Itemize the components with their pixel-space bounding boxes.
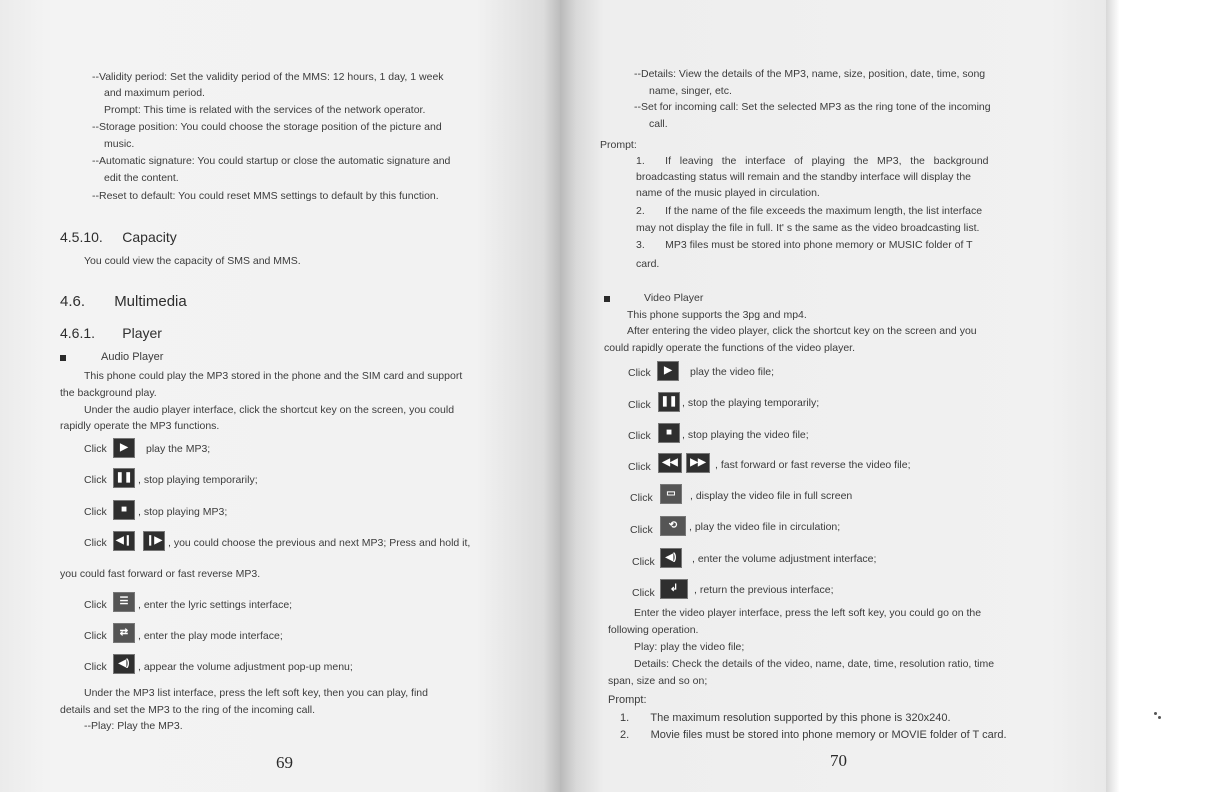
final-line: 1. The maximum resolution supported by this phone is 320x240. <box>620 712 951 724</box>
click-text: , stop playing MP3; <box>138 506 228 518</box>
after-line: Enter the video player interface, press the left soft key, you could go on the <box>634 607 982 619</box>
click-text: , stop playing temporarily; <box>138 474 258 486</box>
video-intro-line: could rapidly operate the functions of the video player. <box>604 342 855 354</box>
prompt-line: 1. If leaving the interface of playing the MP3, the background <box>636 155 989 167</box>
click-text: , enter the lyric settings interface; <box>138 599 293 611</box>
click-label: Click <box>84 443 107 455</box>
details-line: name, singer, etc. <box>649 85 732 97</box>
click-text: , stop playing the video file; <box>682 429 809 441</box>
right-page <box>560 0 1106 792</box>
multimedia-heading: 4.6. Multimedia <box>60 293 187 310</box>
click-label: Click <box>628 461 651 473</box>
click-text: play the video file; <box>690 366 775 378</box>
volume-icon: ◀) <box>660 548 682 568</box>
video-intro-line: This phone supports the 3pg and mp4. <box>627 309 807 321</box>
rewind-icon: ◀◀ <box>658 453 682 473</box>
bullet <box>604 296 610 302</box>
play-icon: ▶ <box>113 438 135 458</box>
click-text: , stop the playing temporarily; <box>682 397 820 409</box>
final-line: 2. Movie files must be stored into phone memory or MOVIE folder of T card. <box>620 729 1007 741</box>
prompt-label: Prompt: <box>608 694 647 706</box>
click-text: , appear the volume adjustment pop-up menu; <box>138 661 353 673</box>
click-label: Click <box>84 599 107 611</box>
audio-player-label: Audio Player <box>101 351 164 363</box>
list-line: --Play: Play the MP3. <box>84 720 183 732</box>
prompt-line: 2. If the name of the file exceeds the maximum length, the list interface <box>636 205 983 217</box>
left-page <box>0 0 560 792</box>
scan-speck <box>1154 712 1157 715</box>
mms-line: --Automatic signature: You could startup or close the automatic signature and <box>92 155 451 167</box>
mms-line: --Validity period: Set the validity period of the MMS: 12 hours, 1 day, 1 week <box>92 71 444 83</box>
click-label: Click <box>84 537 107 549</box>
stop-icon: ■ <box>113 500 135 520</box>
click-label: Click <box>628 399 651 411</box>
pause-icon: ❚❚ <box>658 392 680 412</box>
click-label: Click <box>628 430 651 442</box>
scan-speck <box>1158 716 1161 719</box>
pause-icon: ❚❚ <box>113 468 135 488</box>
click-text: , enter the play mode interface; <box>138 630 283 642</box>
list-line: details and set the MP3 to the ring of the incoming call. <box>60 704 316 716</box>
mms-line: Prompt: This time is related with the services of the network operator. <box>104 104 426 116</box>
mms-line: and maximum period. <box>104 87 205 99</box>
intro-line: rapidly operate the MP3 functions. <box>60 420 220 432</box>
forward-icon: ▶▶ <box>686 453 710 473</box>
play-mode-icon: ⇄ <box>113 623 135 643</box>
fullscreen-icon: ▭ <box>660 484 682 504</box>
click-text: you could fast forward or fast reverse MP3. <box>60 568 261 580</box>
click-text: , play the video file in circulation; <box>689 521 841 533</box>
scan-margin <box>1106 0 1218 792</box>
click-label: Click <box>630 492 653 504</box>
click-label: Click <box>84 474 107 486</box>
click-text: , fast forward or fast reverse the video file; <box>715 459 911 471</box>
player-heading: 4.6.1. Player <box>60 325 162 341</box>
click-label: Click <box>84 661 107 673</box>
after-line: Play: play the video file; <box>634 641 745 653</box>
video-intro-line: After entering the video player, click the shortcut key on the screen and you <box>627 325 977 337</box>
prompt-line: card. <box>636 258 660 270</box>
repeat-icon: ⟲ <box>660 516 686 536</box>
details-line: --Details: View the details of the MP3, name, size, position, date, time, song <box>634 68 986 80</box>
mms-line: edit the content. <box>104 172 179 184</box>
prompt-line: broadcasting status will remain and the standby interface will display the <box>636 171 972 183</box>
next-icon: ❙▶ <box>143 531 165 551</box>
click-label: Click <box>632 587 655 599</box>
page-number: 70 <box>830 751 847 770</box>
prompt-line: 3. MP3 files must be stored into phone memory or MUSIC folder of T <box>636 239 973 251</box>
click-label: Click <box>84 506 107 518</box>
prev-icon: ◀❙ <box>113 531 135 551</box>
click-label: Click <box>630 524 653 536</box>
after-line: span, size and so on; <box>608 675 708 687</box>
click-text: play the MP3; <box>146 443 211 455</box>
intro-line: the background play. <box>60 387 157 399</box>
prompt-label: Prompt: <box>600 139 637 151</box>
prompt-line: name of the music played in circulation. <box>636 187 820 199</box>
mms-line: music. <box>104 138 135 150</box>
lyric-icon: ☰ <box>113 592 135 612</box>
click-text: , you could choose the previous and next MP3; Press and hold it, <box>168 537 471 549</box>
list-line: Under the MP3 list interface, press the left soft key, then you can play, find <box>84 687 428 699</box>
intro-line: Under the audio player interface, click the shortcut key on the screen, you could <box>84 404 455 416</box>
page-number: 69 <box>276 753 293 772</box>
after-line: Details: Check the details of the video, name, date, time, resolution ratio, time <box>634 658 995 670</box>
click-label: Click <box>84 630 107 642</box>
click-text: , enter the volume adjustment interface; <box>692 553 877 565</box>
intro-line: This phone could play the MP3 stored in the phone and the SIM card and support <box>84 370 463 382</box>
mms-line: --Storage position: You could choose the storage position of the picture and <box>92 121 442 133</box>
details-line: call. <box>649 118 668 130</box>
mms-line: --Reset to default: You could reset MMS settings to default by this function. <box>92 190 439 202</box>
stop-icon: ■ <box>658 423 680 443</box>
click-label: Click <box>632 556 655 568</box>
click-text: , return the previous interface; <box>694 584 834 596</box>
capacity-heading: 4.5.10. Capacity <box>60 229 177 245</box>
bullet <box>60 355 66 361</box>
play-icon: ▶ <box>657 361 679 381</box>
click-label: Click <box>628 367 651 379</box>
details-line: --Set for incoming call: Set the selected MP3 as the ring tone of the incoming <box>634 101 991 113</box>
video-player-label: Video Player <box>644 292 704 304</box>
capacity-text: You could view the capacity of SMS and MMS. <box>84 255 301 267</box>
back-icon: ↲ <box>660 579 688 599</box>
prompt-line: may not display the file in full. It' s the same as the video broadcasting list. <box>636 222 980 234</box>
click-text: , display the video file in full screen <box>690 490 853 502</box>
volume-icon: ◀) <box>113 654 135 674</box>
after-line: following operation. <box>608 624 699 636</box>
